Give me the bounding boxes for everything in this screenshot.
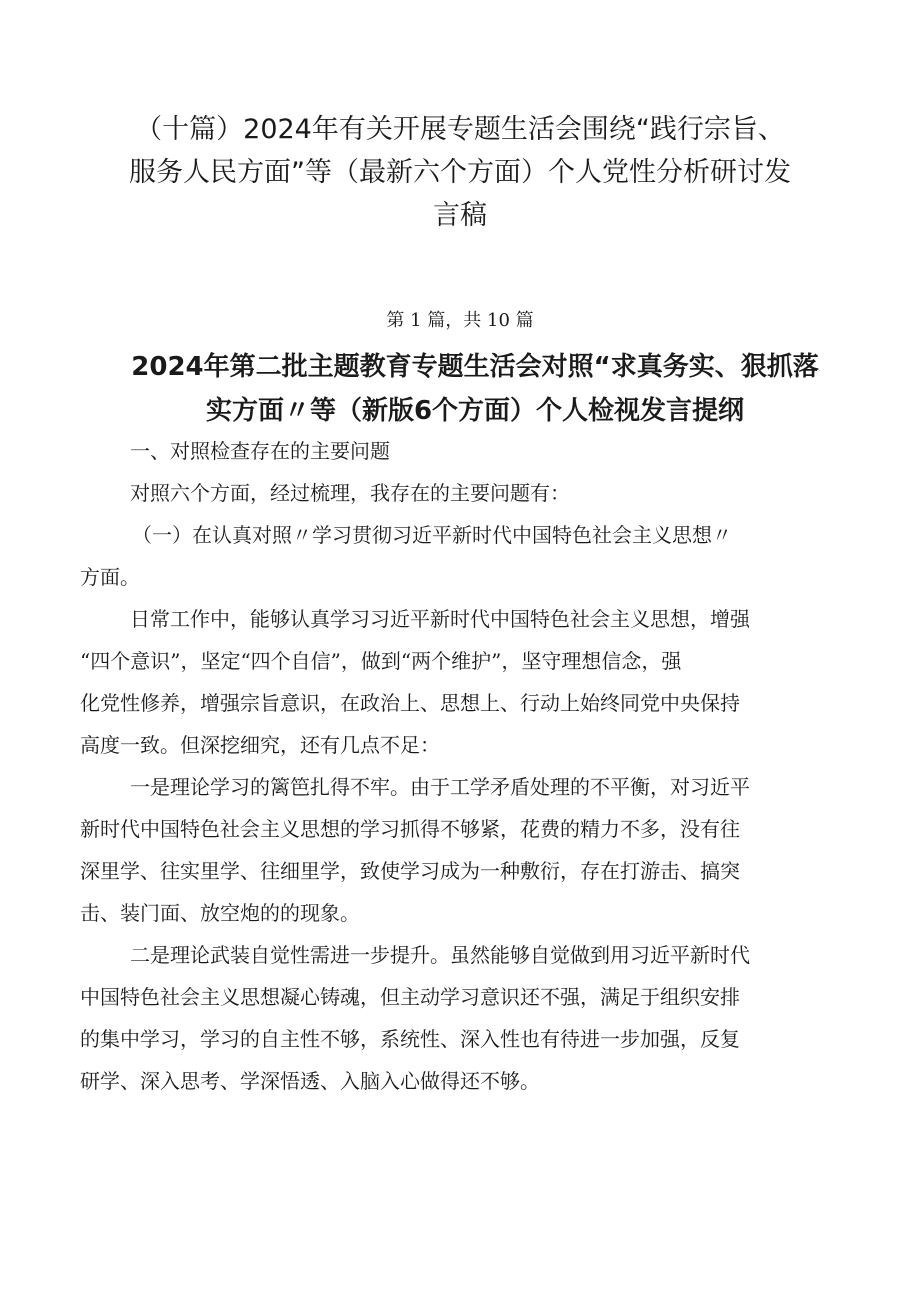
- paragraph-line: “四个意识”，坚定“四个自信”，做到“两个维护”，坚守理想信念，强: [80, 649, 682, 673]
- document-title-line: （十篇）2024年有关开展专题生活会围绕“践行宗旨、: [135, 114, 785, 145]
- paragraph-line: 研学、深入思考、学深悟透、入脑入心做得还不够。: [80, 1069, 540, 1093]
- section-heading: 一、对照检查存在的主要问题: [130, 439, 390, 463]
- paragraph-line: 高度一致。但深挖细究，还有几点不足：: [80, 733, 440, 757]
- section-title-line: 实方面〃等（新版6个方面）个人检视发言提纲: [205, 396, 745, 426]
- paragraph-line: （一）在认真对照〃学习贯彻习近平新时代中国特色社会主义思想〃: [132, 523, 732, 547]
- paragraph-line: 二是理论武装自觉性需进一步提升。虽然能够自觉做到用习近平新时代: [130, 943, 750, 967]
- document-title-line: 服务人民方面”等（最新六个方面）个人党性分析研讨发: [129, 157, 791, 188]
- paragraph-line: 深里学、往实里学、往细里学，致使学习成为一种敷衍，存在打游击、搞突: [80, 859, 740, 883]
- paragraph-line: 日常工作中，能够认真学习习近平新时代中国特色社会主义思想，增强: [130, 607, 750, 631]
- section-title: [110, 345, 840, 433]
- paragraph-line: 方面。: [80, 565, 140, 589]
- paragraph-line: 击、装门面、放空炮的的现象。: [80, 901, 360, 925]
- paragraph-line: 的集中学习，学习的自主性不够，系统性、深入性也有待进一步加强，反复: [80, 1027, 740, 1051]
- section-title-line: 2024年第二批主题教育专题生活会对照“求真务实、狠抓落: [131, 352, 819, 382]
- part-label: 第 1 篇，共 10 篇: [386, 310, 534, 331]
- paragraph-line: 对照六个方面，经过梳理，我存在的主要问题有：: [130, 481, 570, 505]
- document-title-line: 言稿: [433, 200, 487, 231]
- paragraph-line: 新时代中国特色社会主义思想的学习抓得不够紧，花费的精力不多，没有往: [80, 817, 740, 841]
- document-body: [80, 430, 860, 1102]
- document-title: [110, 108, 810, 237]
- paragraph-line: 一是理论学习的篱笆扎得不牢。由于工学矛盾处理的不平衡，对习近平: [130, 775, 750, 799]
- paragraph-line: 中国特色社会主义思想凝心铸魂，但主动学习意识还不强，满足于组织安排: [80, 985, 740, 1009]
- paragraph-line: 化党性修养，增强宗旨意识，在政治上、思想上、行动上始终同党中央保持: [80, 691, 740, 715]
